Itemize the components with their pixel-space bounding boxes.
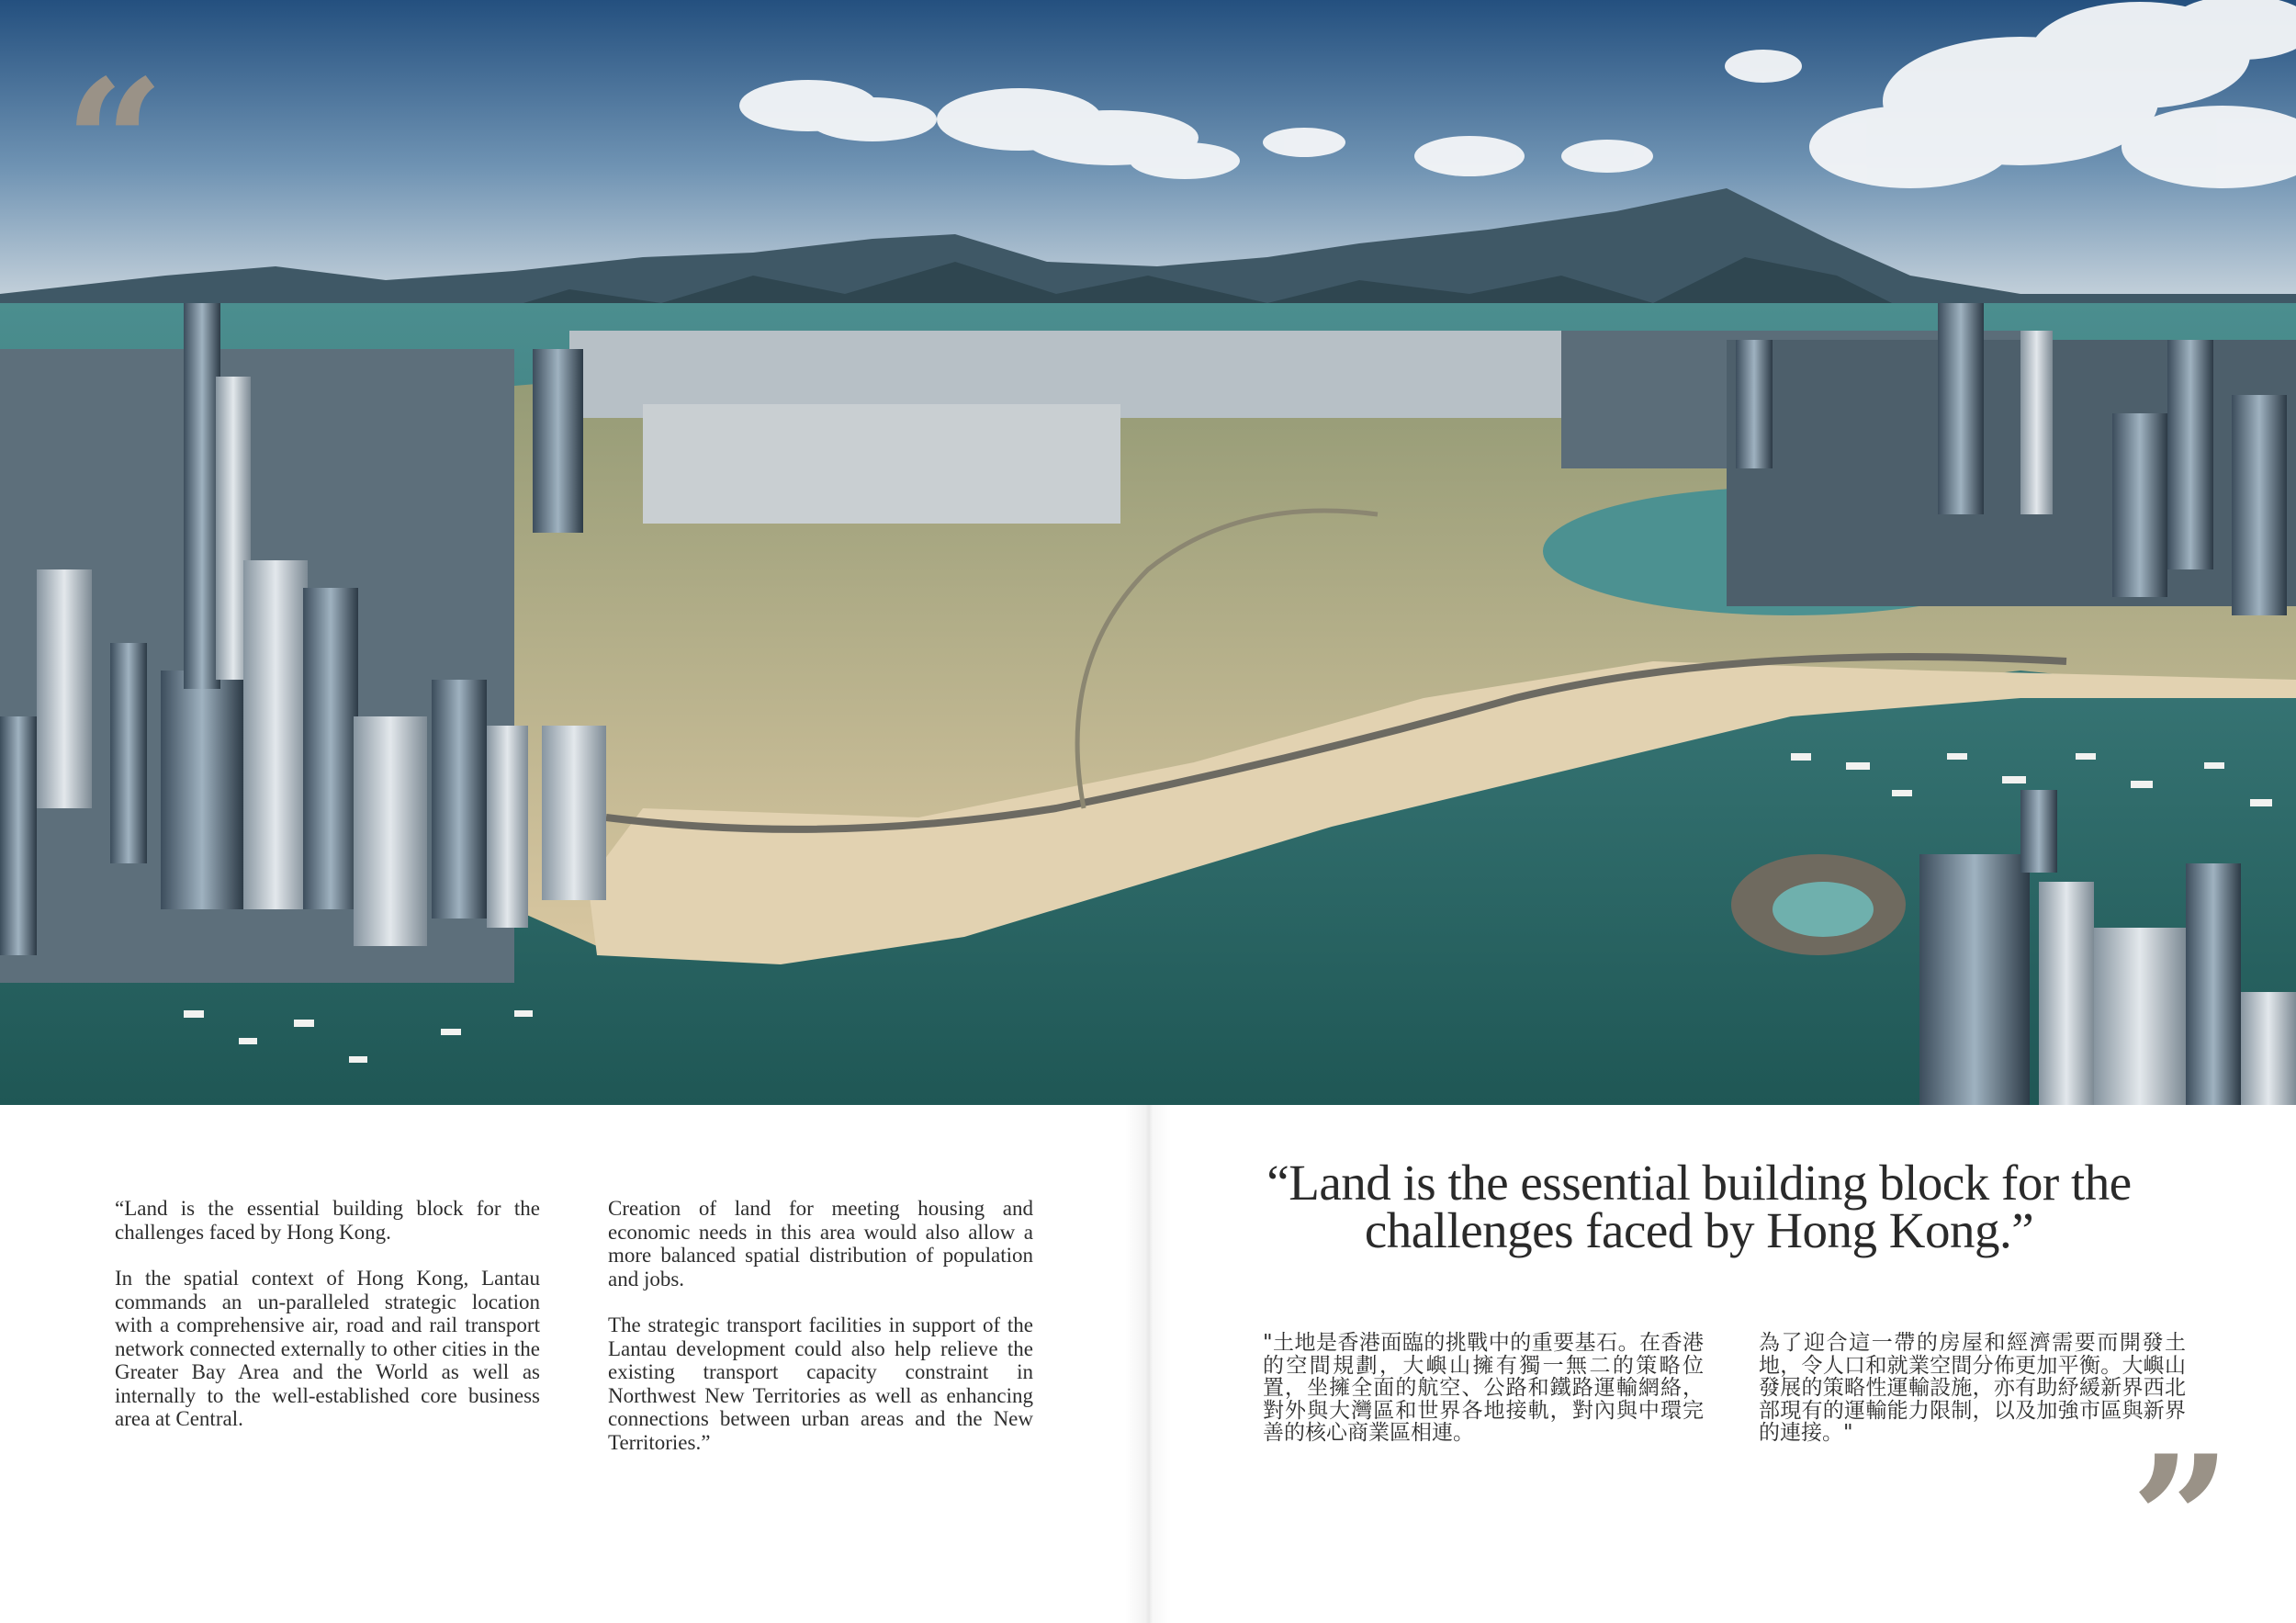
paragraph: “Land is the essential building block for the challenges faced by Hong Kong. (115, 1197, 540, 1244)
paragraph: The strategic transport facilities in support of the Lantau development could also help relieve the existing transport capacity constraint in Northwest New Territories as well as enhancing connections between urban areas and the New Territories.” (608, 1313, 1033, 1454)
page-gutter (1125, 1105, 1171, 1623)
breakwater-pool (1773, 882, 1874, 937)
open-quote-mark: “ (64, 41, 165, 246)
chinese-column-2: 為了迎合這一帶的房屋和經濟需要而開發土地，令人口和就業空間分佈更加平衡。大嶼山發展的策略性運輸設施，亦有助紓緩新界西北部現有的運輸能力限制，以及加強市區與新界的連接。" (1759, 1331, 2186, 1445)
close-quote-mark: ” (2131, 1417, 2232, 1622)
left-page-column-2 (608, 1197, 1033, 1477)
left-page-column-1 (115, 1197, 540, 1454)
pull-quote-headline: “Land is the essential building block for the challenges faced by Hong Kong.” (1266, 1155, 2132, 1258)
chinese-column-1: "土地是香港面臨的挑戰中的重要基石。在香港的空間規劃，大嶼山擁有獨一無二的策略位置，坐擁全面的航空、公路和鐵路運輸網絡，對外與大灣區和世界各地接軌，對內與中環完善的核心商業區相連。 (1263, 1331, 1704, 1445)
paragraph: Creation of land for meeting housing and economic needs in this area would also allow a more balanced spatial distribution of population and jobs. (608, 1197, 1033, 1291)
paragraph: In the spatial context of Hong Kong, Lantau commands an un-paralleled strategic location with a comprehensive air, road and rail transport network connected externally to other cities in the Greater Bay Area and the World as well as internally to the well-established core business area at Central. (115, 1267, 540, 1430)
